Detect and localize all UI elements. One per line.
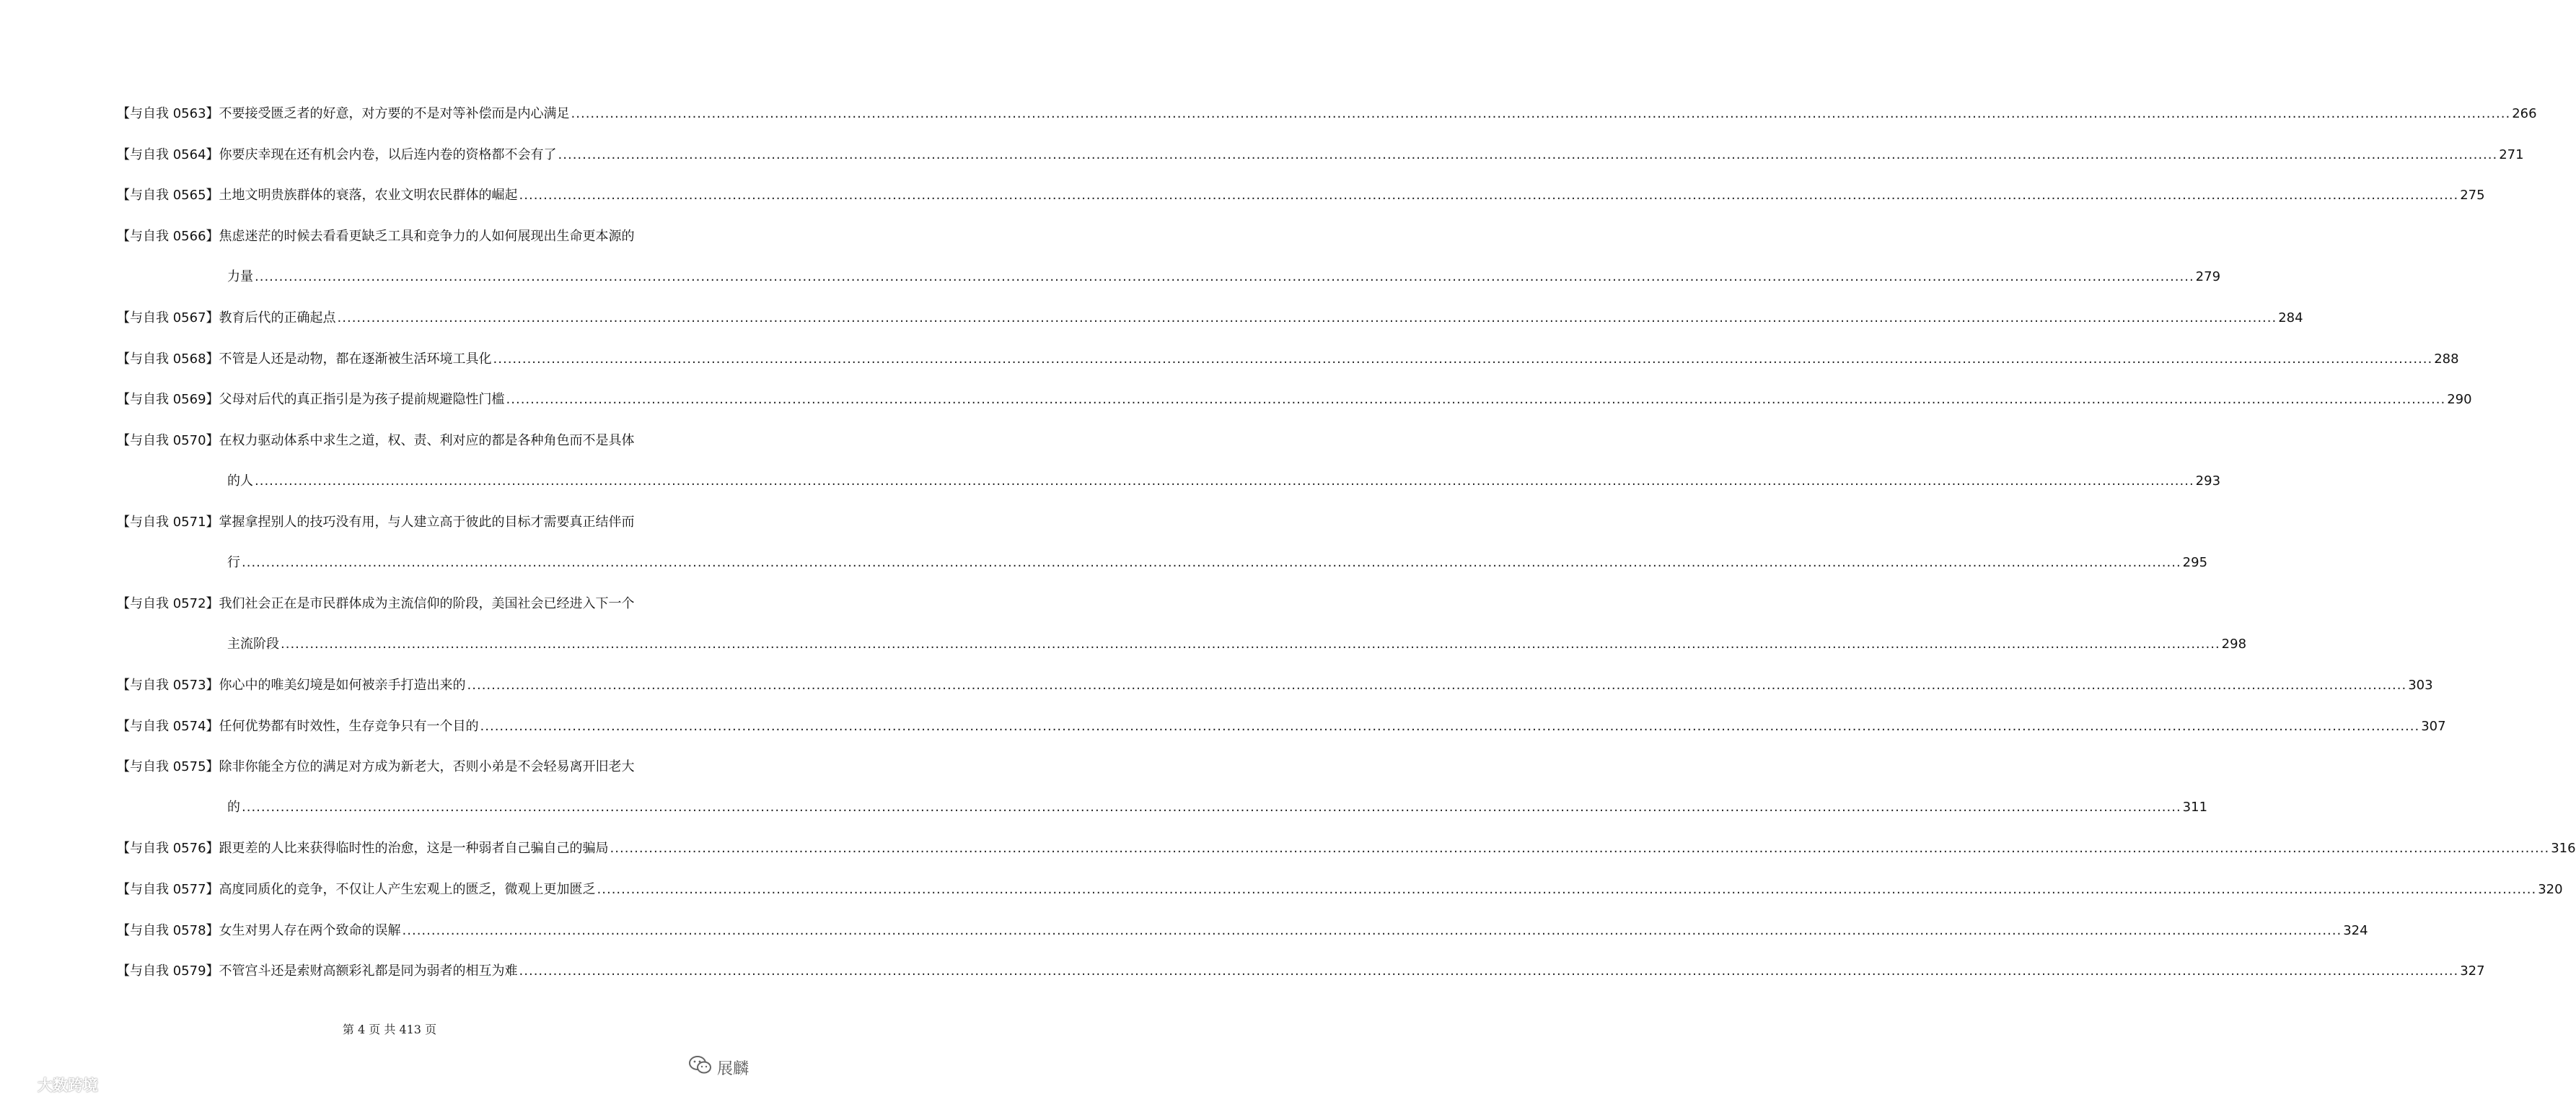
toc-page-number: 303: [2408, 678, 2433, 693]
toc-entry-title: 【与自我 0573】你心中的唯美幻境是如何被亲手打造出来的: [117, 678, 466, 693]
dot-leader: ................................................................................................................................................................................................................................................................................................................................................................................................................: [402, 923, 2342, 938]
toc-page-number: 316: [2551, 841, 2576, 856]
dot-leader: ................................................................................................................................................................................................................................................................................................................................................................................................................: [255, 269, 2194, 284]
toc-entry-title: 【与自我 0578】女生对男人存在两个致命的误解: [117, 923, 401, 938]
toc-entry[interactable]: [117, 181, 2485, 210]
chat-bubble-logo-icon: [7, 1075, 33, 1094]
toc-entry-title-continued: 的: [227, 800, 240, 815]
toc-page-number: 288: [2434, 351, 2459, 367]
toc-page-number: 290: [2447, 392, 2472, 407]
toc-entry-title: 【与自我 0567】教育后代的正确起点: [117, 310, 336, 325]
toc-page-number: 307: [2421, 719, 2446, 734]
toc-entry[interactable]: [117, 385, 2472, 414]
toc-entry[interactable]: [117, 590, 2247, 659]
toc-entry-title-continued: 行: [227, 555, 240, 570]
toc-entry-title: 【与自我 0570】在权力驱动体系中求生之道，权、责、利对应的都是各种角色而不是具体: [117, 433, 635, 448]
dot-leader: ................................................................................................................................................................................................................................................................................................................................................................................................................: [337, 310, 2277, 325]
toc-page-number: 311: [2182, 800, 2208, 815]
toc-entry[interactable]: [117, 712, 2446, 741]
watermark-right: [688, 1054, 749, 1080]
dot-leader: ................................................................................................................................................................................................................................................................................................................................................................................................................: [571, 106, 2511, 121]
watermark-right-text: 展麟: [717, 1059, 749, 1078]
toc-page-number: 266: [2512, 106, 2537, 121]
dot-leader: ................................................................................................................................................................................................................................................................................................................................................................................................................: [493, 351, 2433, 367]
dot-leader: ................................................................................................................................................................................................................................................................................................................................................................................................................: [558, 147, 2498, 162]
dot-leader: ................................................................................................................................................................................................................................................................................................................................................................................................................: [610, 841, 2550, 856]
dot-leader: ................................................................................................................................................................................................................................................................................................................................................................................................................: [255, 473, 2194, 489]
toc-page-number: 271: [2499, 147, 2524, 162]
page-footer: 第 4 页 共 413 页: [342, 1023, 437, 1036]
dot-leader: ................................................................................................................................................................................................................................................................................................................................................................................................................: [467, 678, 2407, 693]
dot-leader: ................................................................................................................................................................................................................................................................................................................................................................................................................: [519, 963, 2459, 979]
toc-entry[interactable]: [117, 427, 2221, 496]
toc-page-number: 284: [2278, 310, 2303, 325]
toc-entry[interactable]: [117, 508, 2208, 577]
toc-entry[interactable]: [117, 875, 2563, 904]
toc-entry[interactable]: [117, 345, 2459, 374]
toc-entry-title-continued: 的人: [227, 473, 253, 489]
dot-leader: ................................................................................................................................................................................................................................................................................................................................................................................................................: [597, 882, 2537, 897]
toc-page-number: 295: [2182, 555, 2208, 570]
watermark-left-text: 大数跨境: [38, 1077, 98, 1094]
toc-entry-title: 【与自我 0571】掌握拿捏别人的技巧没有用，与人建立高于彼此的目标才需要真正结伴而: [117, 515, 635, 530]
toc-entry-title: 【与自我 0572】我们社会正在是市民群体成为主流信仰的阶段，美国社会已经进入下一个: [117, 596, 635, 611]
toc-page-number: 324: [2343, 923, 2368, 938]
toc-entry-title: 【与自我 0563】不要接受匮乏者的好意，对方要的不是对等补偿而是内心满足: [117, 106, 570, 121]
dot-leader: ................................................................................................................................................................................................................................................................................................................................................................................................................: [281, 637, 2220, 652]
toc-entry-title-continued: 力量: [227, 269, 253, 284]
toc-page-number: 293: [2195, 473, 2221, 489]
toc-entry[interactable]: [117, 834, 2576, 863]
toc-entry[interactable]: [117, 141, 2524, 170]
toc-entry-title-continued: 主流阶段: [227, 637, 279, 652]
toc-entry-title: 【与自我 0565】土地文明贵族群体的衰落，农业文明农民群体的崛起: [117, 188, 518, 203]
toc-entry-title: 【与自我 0574】任何优势都有时效性，生存竞争只有一个目的: [117, 719, 479, 734]
toc-page-number: 320: [2538, 882, 2563, 897]
toc-entry[interactable]: [117, 917, 2368, 945]
toc-entry-title: 【与自我 0566】焦虑迷茫的时候去看看更缺乏工具和竞争力的人如何展现出生命更本源的: [117, 229, 635, 244]
toc-entry[interactable]: [117, 304, 2303, 333]
toc-entry-title: 【与自我 0569】父母对后代的真正指引是为孩子提前规避隐性门槛: [117, 392, 505, 407]
toc-page-number: 298: [2221, 637, 2247, 652]
toc-entry-title: 【与自我 0577】高度同质化的竞争，不仅让人产生宏观上的匮乏，微观上更加匮乏: [117, 882, 596, 897]
dot-leader: ................................................................................................................................................................................................................................................................................................................................................................................................................: [506, 392, 2446, 407]
toc-entry-title: 【与自我 0576】跟更差的人比来获得临时性的治愈，这是一种弱者自己骗自己的骗局: [117, 841, 609, 856]
wechat-icon: [688, 1054, 713, 1080]
toc-page-number: 275: [2460, 188, 2485, 203]
toc-entry-title: 【与自我 0568】不管是人还是动物，都在逐渐被生活环境工具化: [117, 351, 492, 367]
toc-page-number: 279: [2195, 269, 2221, 284]
watermark-left: [7, 1074, 98, 1096]
toc-entry-title: 【与自我 0575】除非你能全方位的满足对方成为新老大，否则小弟是不会轻易离开旧老大: [117, 759, 635, 774]
toc-entry-title: 【与自我 0564】你要庆幸现在还有机会内卷，以后连内卷的资格都不会有了: [117, 147, 557, 162]
toc-entry[interactable]: [117, 671, 2433, 700]
toc-entry-title: 【与自我 0579】不管宫斗还是索财高额彩礼都是同为弱者的相互为难: [117, 963, 518, 979]
toc-entry[interactable]: [117, 957, 2485, 986]
dot-leader: ................................................................................................................................................................................................................................................................................................................................................................................................................: [480, 719, 2420, 734]
dot-leader: ................................................................................................................................................................................................................................................................................................................................................................................................................: [242, 800, 2181, 815]
dot-leader: ................................................................................................................................................................................................................................................................................................................................................................................................................: [242, 555, 2181, 570]
toc-entry[interactable]: [117, 222, 2221, 292]
toc-entry[interactable]: [117, 100, 2537, 128]
dot-leader: ................................................................................................................................................................................................................................................................................................................................................................................................................: [519, 188, 2459, 203]
toc-entry[interactable]: [117, 753, 2208, 822]
toc-page-number: 327: [2460, 963, 2485, 979]
